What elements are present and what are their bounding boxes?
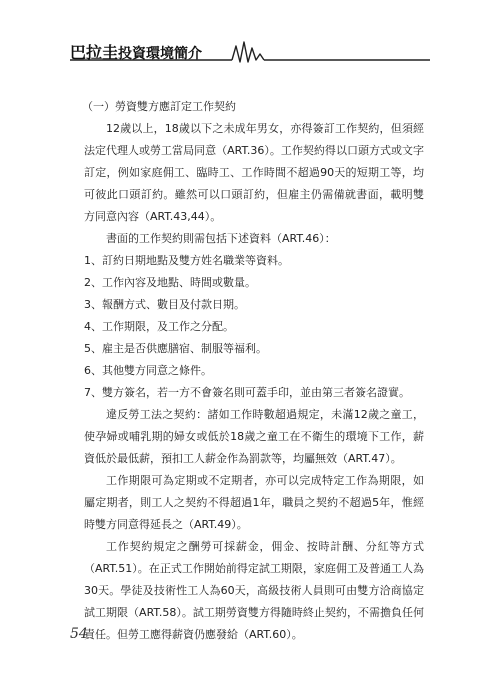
list-item: 1、訂約日期地點及雙方姓名職業等資料。 <box>84 254 289 267</box>
header-title-sub: 投資環境簡介 <box>118 46 203 62</box>
list-item: 7、雙方簽名，若一方不會簽名則可蓋手印，並由第三者簽名證實。 <box>84 386 410 399</box>
paragraph: 書面的工作契約則需包括下述資料（ART.46）： <box>106 232 336 245</box>
page-header <box>0 36 480 64</box>
paragraph: 12歲以上，18歲以下之未成年男女，亦得簽訂工作契約，但須經法定代理人或勞工當局同意（ART.36）。工作契約得以口頭方式或文字訂定，例如家庭佣工、臨時工、工作時間不超過90天的短期工等，均可彼此口頭訂約。雖然可以口頭訂約，但雇主仍需備就書面，載明雙方同意內容（ART.43,44）。 <box>84 122 424 223</box>
header-title-main: 巴拉圭 <box>70 43 119 62</box>
paragraph: 工作契約規定之酬勞可採薪金，佣金、按時計酬、分紅等方式（ART.51）。在正式工作開始前得定試工期限，家庭佣工及普通工人為30天。學徒及技術性工人為60天，高級技術人員則可由雙方洽商協定試工期限（ART.58）。試工期勞資雙方得隨時終止契約，不需擔負任何責任。但勞工應得薪資仍應發給（ART.60）。 <box>84 540 424 641</box>
page-body <box>84 96 424 646</box>
section-heading: （一）勞資雙方應訂定工作契約 <box>82 100 236 113</box>
header-title <box>70 40 202 63</box>
list-item: 6、其他雙方同意之條件。 <box>84 364 212 377</box>
list-item: 4、工作期限，及工作之分配。 <box>84 320 234 333</box>
list-item: 2、工作內容及地點、時間或數量。 <box>84 276 256 289</box>
paragraph: 工作期限可為定期或不定期者，亦可以完成特定工作為期限，如屬定期者，則工人之契約不得超過1年，職員之契約不超過5年，惟經時雙方同意得延長之（ART.49）。 <box>84 474 424 531</box>
list-item: 3、報酬方式、數目及付款日期。 <box>84 298 245 311</box>
list-item: 5、雇主是否供應膳宿、制服等福利。 <box>84 342 267 355</box>
page-number: 54 <box>70 626 88 642</box>
paragraph: 違反勞工法之契約：諸如工作時數超過規定，未滿12歲之童工，使孕婦或哺乳期的婦女或低於18歲之童工在不衛生的環境下工作，薪資低於最低薪，預扣工人薪金作為罰款等，均屬無效（ART.47）。 <box>84 408 424 465</box>
